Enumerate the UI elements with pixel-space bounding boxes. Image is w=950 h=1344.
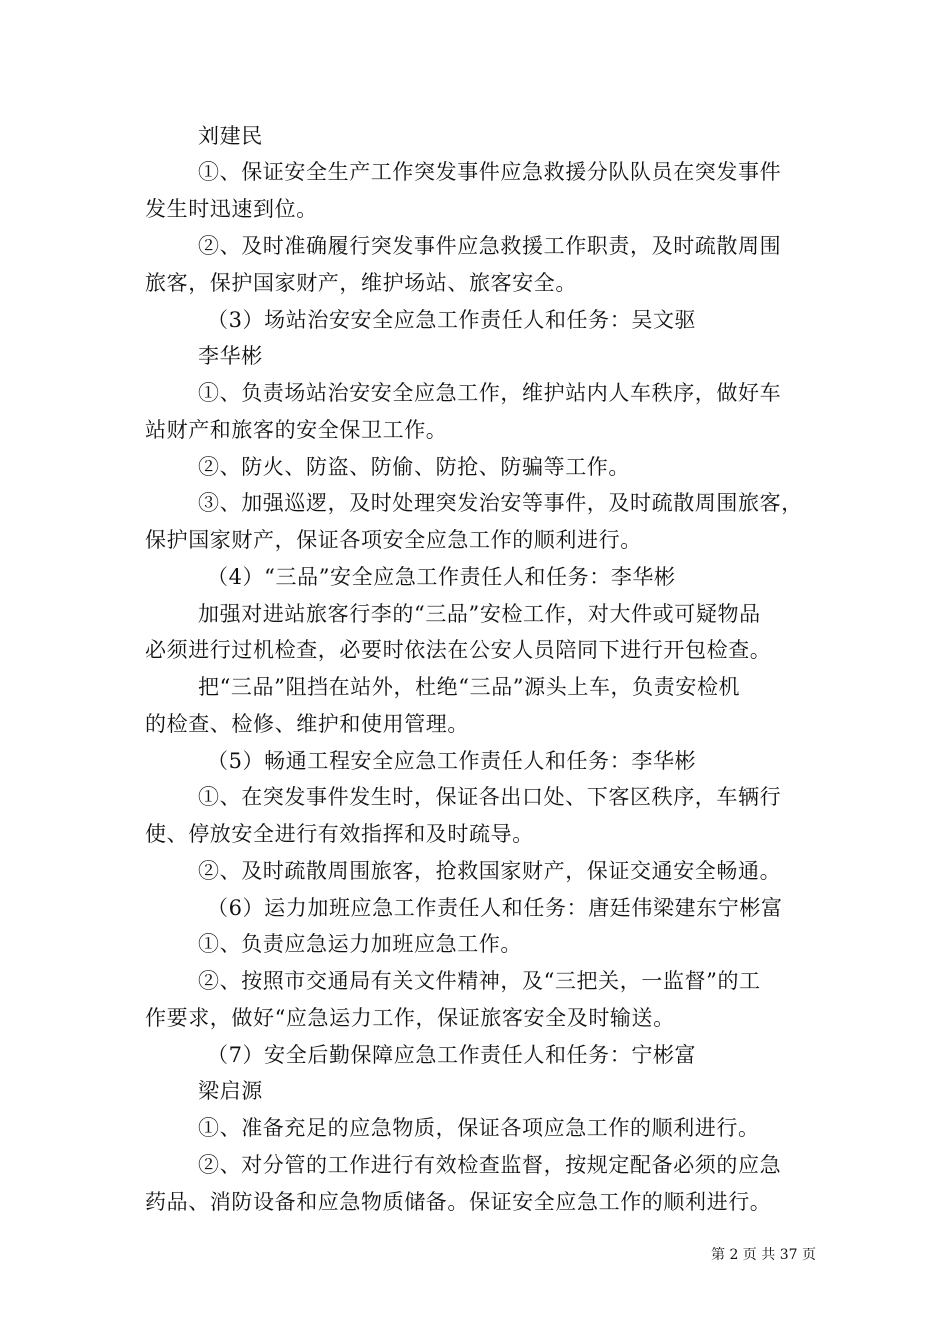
text-line: ②、对分管的工作进行有效检查监督，按规定配备必须的应急	[198, 1153, 782, 1177]
section-heading: （6）运力加班应急工作责任人和任务：唐廷伟梁建东宁彬富	[207, 896, 783, 920]
text-line: ①、负责应急运力加班应急工作。	[198, 932, 522, 956]
text-line: 作要求，做好“应急运力工作，保证旅客安全及时输送。	[145, 1006, 675, 1030]
text-line: ②、及时准确履行突发事件应急救援工作职责，及时疏散周围	[198, 234, 782, 258]
text-line: ①、在突发事件发生时，保证各出口处、下客区秩序，车辆行	[198, 785, 782, 809]
text-line: ②、按照市交通局有关文件精神，及“三把关，一监督”的工	[198, 969, 761, 993]
section-heading: （4）“三品”安全应急工作责任人和任务：李华彬	[207, 565, 676, 589]
text-line: 必须进行过机检查，必要时依法在公安人员陪同下进行开包检查。	[145, 638, 772, 662]
page-number-text: 第 2 页 共 37 页	[711, 1247, 816, 1263]
text-line: ②、及时疏散周围旅客，抢救国家财产，保证交通安全畅通。	[198, 859, 782, 883]
text-line: 梁启源	[198, 1079, 263, 1103]
text-line: 保护国家财产，保证各项安全应急工作的顺利进行。	[145, 528, 642, 552]
text-line: 使、停放安全进行有效指挥和及时疏导。	[145, 822, 534, 846]
section-heading: （5）畅通工程安全应急工作责任人和任务：李华彬	[207, 749, 697, 773]
text-line: 刘建民	[198, 124, 263, 148]
text-line: 加强对进站旅客行李的“三品”安检工作，对大件或可疑物品	[198, 602, 761, 626]
text-line: ①、准备充足的应急物质，保证各项应急工作的顺利进行。	[198, 1116, 760, 1140]
section-heading: （7）安全后勤保障应急工作责任人和任务：宁彬富	[207, 1043, 697, 1067]
text-line: 李华彬	[198, 344, 263, 368]
text-line: ①、保证安全生产工作突发事件应急救援分队队员在突发事件	[198, 160, 782, 184]
text-line: 把“三品”阻挡在站外，杜绝“三品”源头上车，负责安检机	[198, 675, 741, 699]
text-line: 药品、消防设备和应急物质储备。保证安全应急工作的顺利进行。	[145, 1190, 772, 1214]
section-heading: （3）场站治安安全应急工作责任人和任务：吴文驱	[207, 308, 697, 332]
page-number-footer	[711, 1246, 816, 1264]
text-line: 发生时迅速到位。	[145, 197, 318, 221]
text-line: ③、加强巡逻，及时处理突发治安等事件，及时疏散周围旅客，	[198, 491, 803, 515]
text-line: 的检查、检修、维护和使用管理。	[145, 712, 469, 736]
text-line: 旅客，保护国家财产，维护场站、旅客安全。	[145, 271, 577, 295]
text-line: 站财产和旅客的安全保卫工作。	[145, 418, 448, 442]
text-line: ①、负责场站治安安全应急工作，维护站内人车秩序，做好车	[198, 381, 782, 405]
text-line: ②、防火、防盗、防偷、防抢、防骗等工作。	[198, 455, 630, 479]
